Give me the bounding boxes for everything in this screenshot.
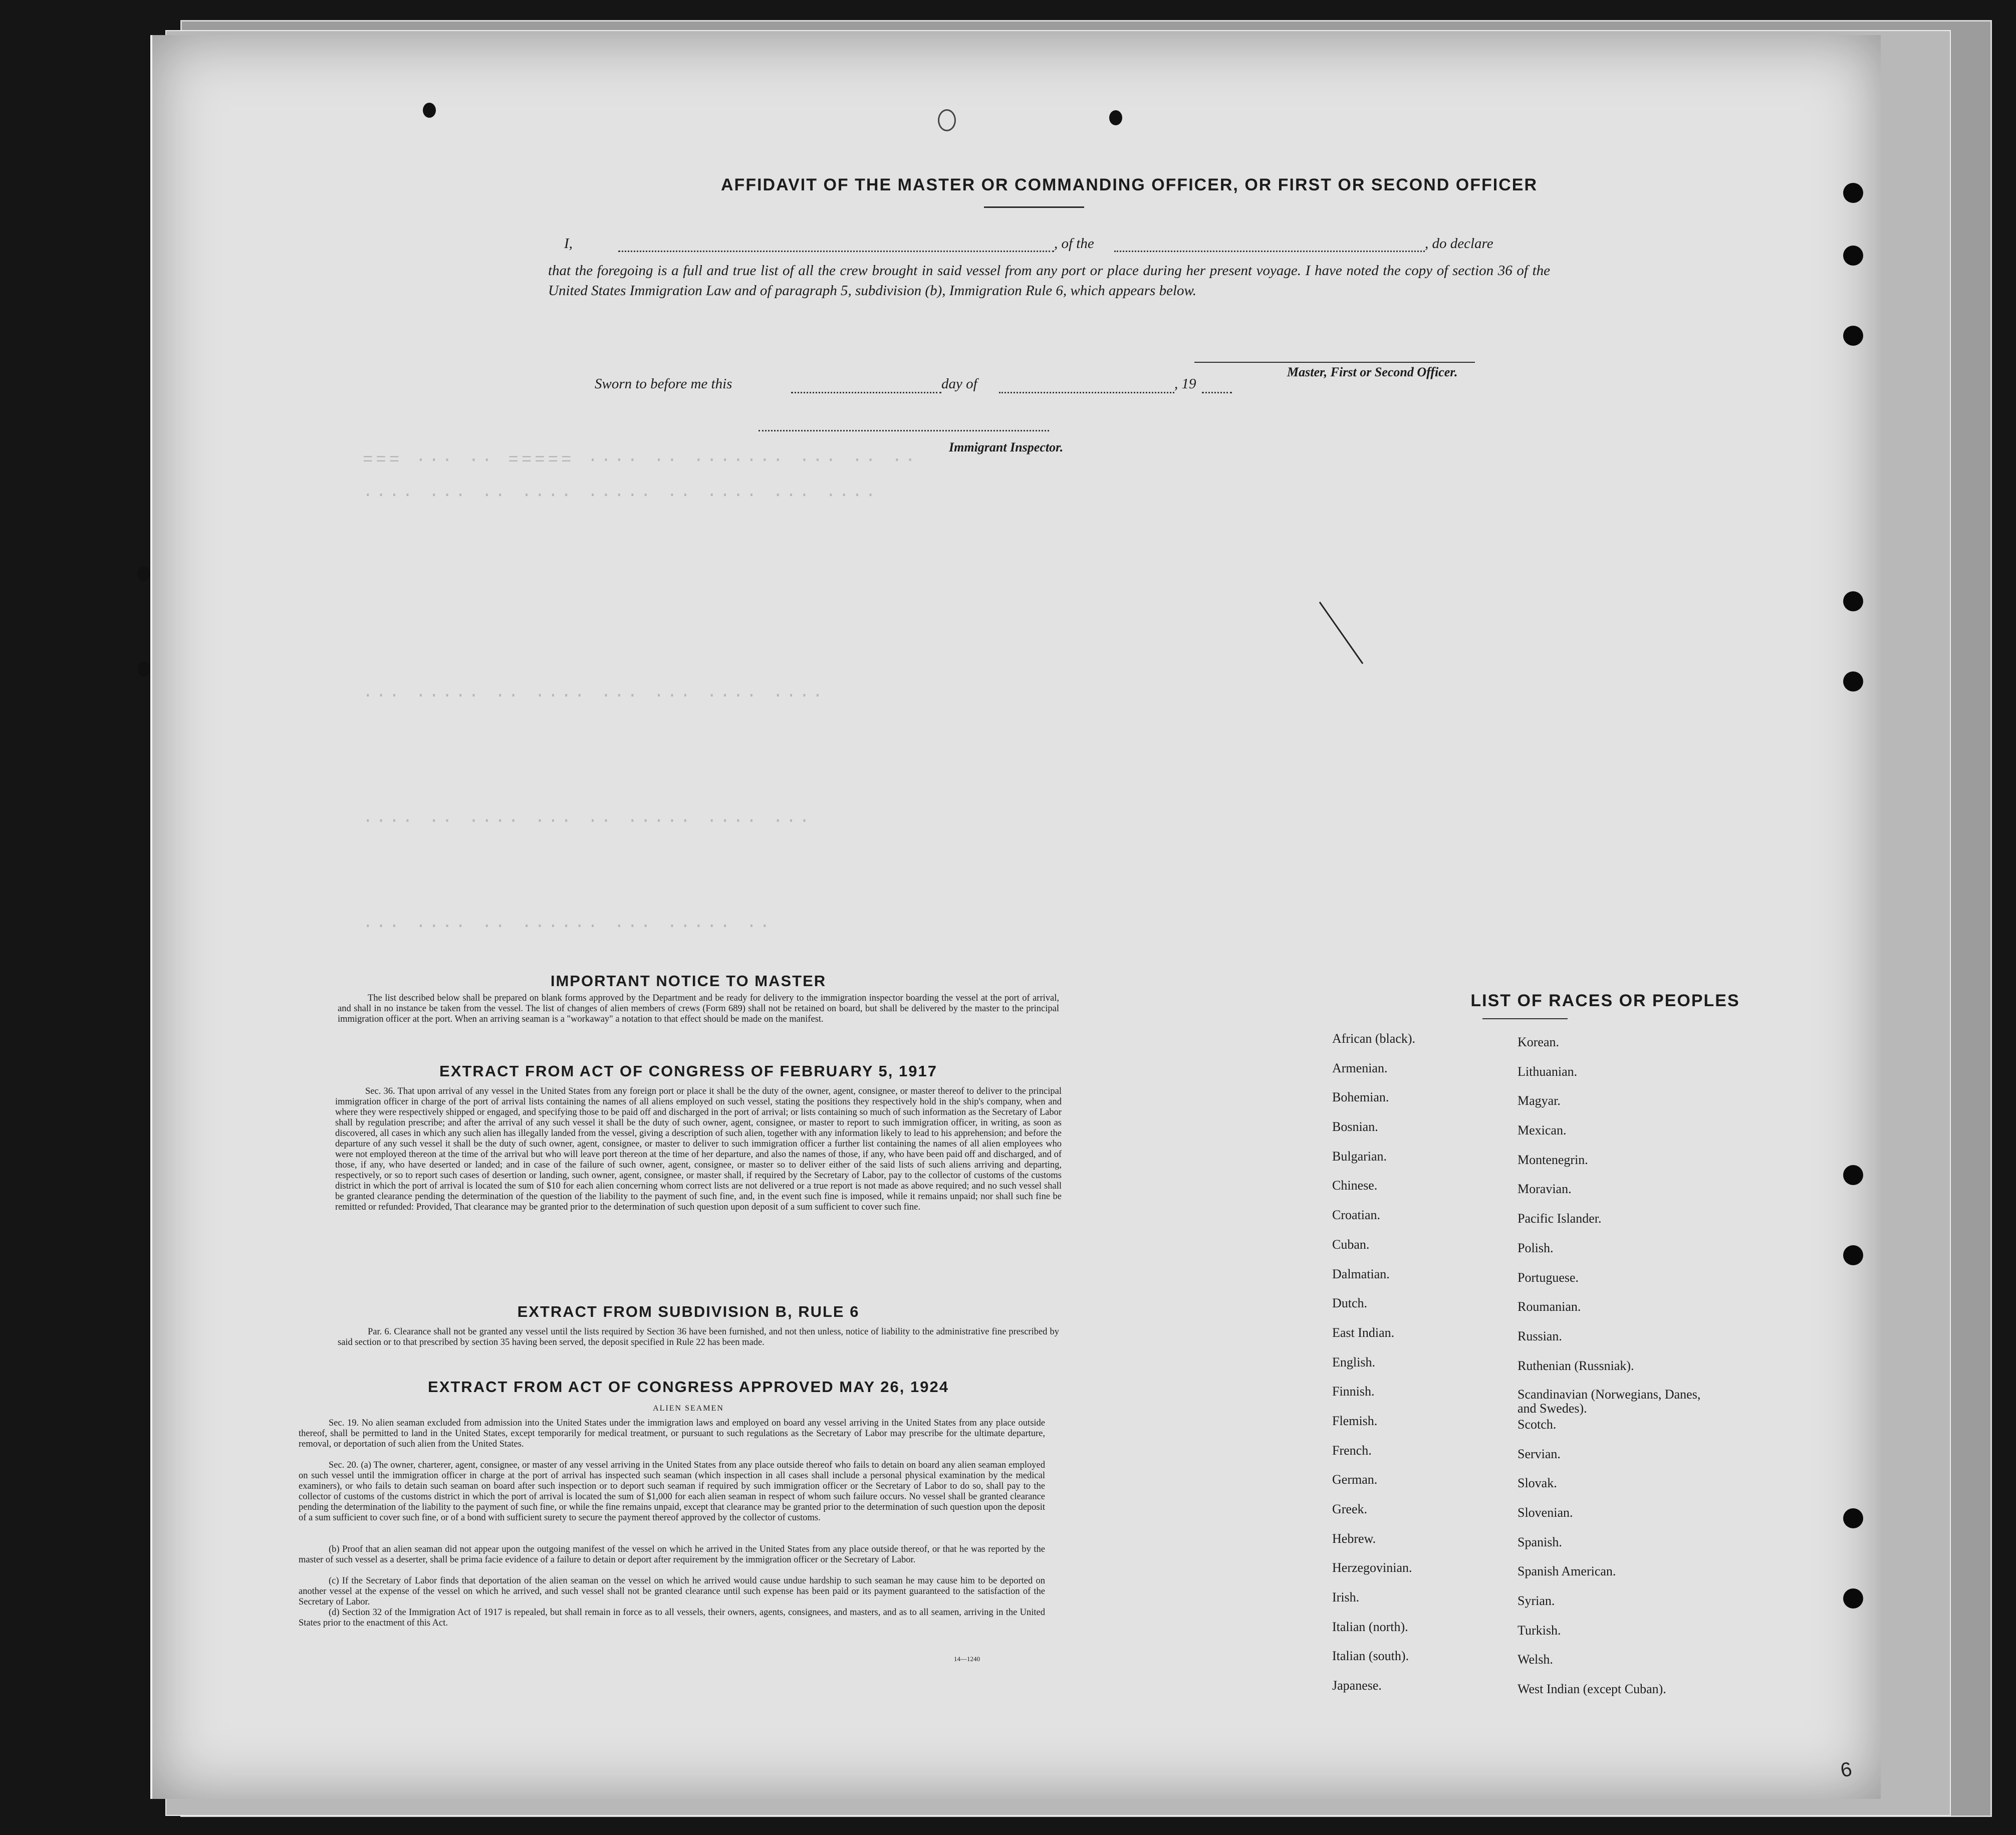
- extract-1924-sec19: Sec. 19. No alien seaman excluded from admission into the United States under the immigration laws and employed on board any vessel arriving in the United States from any place outside thereof, shall be permitted to land in the United States, except temporarily for medical treatment, or pursuant to such regulations as the Secretary of Labor may prescribe for the ultimate departure, removal, or deportation of such alien from the United States.: [299, 1418, 1045, 1449]
- affidavit-title: AFFIDAVIT OF THE MASTER OR COMMANDING OFFICER, OR FIRST OR SECOND OFFICER: [721, 175, 1538, 194]
- race-item: Irish.: [1332, 1590, 1360, 1605]
- notice-text: The list described below shall be prepared on blank forms approved by the Department and be ready for delivery to the immigration inspector boarding the vessel at the port of arrival, and shall in no instance be taken from the vessel. The list of changes of alien members of crews (Form 689) shall not be retained on board, but shall be delivered by the master to the principal immigration officer at the port. When an arriving seaman is a "workaway" a notation to that effect should be made on the manifest.: [338, 993, 1059, 1024]
- vessel-field-line: [1114, 251, 1425, 252]
- bleed-through-text: ··· ····· ·· ···· ··· ··· ···· ····: [363, 686, 826, 706]
- race-item: Herzegovinian.: [1332, 1560, 1412, 1575]
- day-of-label: day of: [941, 376, 977, 392]
- race-item: Spanish.: [1518, 1534, 1562, 1549]
- race-item: Italian (south).: [1332, 1649, 1409, 1664]
- bleed-through-text: === ··· ·· ===== ···· ·· ······· ··· ·· ··: [363, 451, 918, 470]
- race-item: Syrian.: [1518, 1593, 1555, 1609]
- inspector-label: Immigrant Inspector.: [949, 440, 1064, 454]
- punch-hole: [1843, 1165, 1863, 1185]
- punch-hole: [1843, 1245, 1863, 1265]
- race-item: Servian.: [1518, 1446, 1561, 1461]
- race-item: Hebrew.: [1332, 1531, 1376, 1546]
- master-signature-label: Master, First or Second Officer.: [1287, 365, 1458, 379]
- race-item: Montenegrin.: [1518, 1152, 1588, 1167]
- affidavit-of-the-label: , of the: [1054, 236, 1094, 252]
- year-line: [1202, 392, 1232, 393]
- punch-hole: [1109, 110, 1122, 125]
- race-item: Chinese.: [1332, 1178, 1378, 1193]
- form-page: [150, 35, 1881, 1799]
- title-underline: [984, 206, 1084, 208]
- race-item: Flemish.: [1332, 1413, 1378, 1428]
- race-item: Ruthenian (Russniak).: [1518, 1358, 1634, 1373]
- race-item: English.: [1332, 1354, 1375, 1369]
- race-item: Japanese.: [1332, 1678, 1382, 1693]
- race-item: Lithuanian.: [1518, 1064, 1578, 1079]
- extract-1924-sec20c: (c) If the Secretary of Labor finds that deportation of the alien seaman on the vessel on which he arrived would cause undue hardship to such seaman he may cause him to be deported on another vessel at the expense of the vessel on which he arrived, and such vessel shall not be granted clearance until such expense has been paid or its payment guaranteed to the satisfaction of the Secretary of Labor.: [299, 1576, 1045, 1607]
- extract-1924-subtitle: ALIEN SEAMEN: [653, 1404, 724, 1413]
- races-title-underline: [1482, 1018, 1568, 1019]
- races-list-left: [1332, 1031, 1415, 1708]
- pencil-mark: [1319, 602, 1363, 664]
- race-item: African (black).: [1332, 1031, 1416, 1046]
- race-item: Armenian.: [1332, 1060, 1388, 1075]
- name-field-line: [618, 251, 1054, 252]
- race-item: Bohemian.: [1332, 1090, 1389, 1105]
- race-item: Slovak.: [1518, 1476, 1557, 1491]
- race-item: Dalmatian.: [1332, 1266, 1390, 1281]
- races-list-right: [1518, 1035, 1708, 1711]
- extract-1924-sec20b: (b) Proof that an alien seaman did not appear upon the outgoing manifest of the vessel on which he arrived in the United States from any place outside thereof, or that he was reported by the master of such vessel as a deserter, shall be prima facie evidence of a failure to detain or deport after requirement by the immigration officer or the Secretary of Labor.: [299, 1544, 1045, 1565]
- extract-rule6-text: Par. 6. Clearance shall not be granted any vessel until the lists required by Section 36 have been furnished, and not then unless, notice of liability to the administrative fine prescribed by said section or to that prescribed by section 35 having been served, the deposit specified in Rule 22 has been made.: [338, 1327, 1059, 1347]
- race-item: West Indian (except Cuban).: [1518, 1682, 1666, 1697]
- race-item: East Indian.: [1332, 1325, 1395, 1340]
- punch-hole: [1843, 1588, 1863, 1609]
- race-item: Dutch.: [1332, 1296, 1368, 1311]
- punch-hole: [137, 566, 150, 581]
- race-item: Italian (north).: [1332, 1619, 1408, 1634]
- punch-hole: [1843, 591, 1863, 611]
- punch-hole: [1843, 246, 1863, 266]
- extract-1924-sec20d: (d) Section 32 of the Immigration Act of 1917 is repealed, but shall remain in force as to all vessels, their owners, agents, consignees, and masters, and as to all seamen, arriving in the United States prior to the enactment of this Act.: [299, 1608, 1045, 1628]
- punch-hole: [137, 661, 150, 676]
- affidavit-statement: that the foregoing is a full and true list of all the crew brought in said vessel from any port or place during her present voyage. I have noted the copy of section 36 of the United States Immigration Law and of paragraph 5, subdivision (b), Immigration Rule 6, which appears below.: [548, 263, 1550, 299]
- race-item: Mexican.: [1518, 1123, 1567, 1138]
- race-item: Scandinavian (Norwegians, Danes, and Swedes).: [1518, 1387, 1701, 1416]
- notice-title: IMPORTANT NOTICE TO MASTER: [550, 972, 827, 990]
- race-item: German.: [1332, 1472, 1378, 1487]
- inspector-signature-line: [759, 430, 1049, 431]
- punch-hole: [1843, 326, 1863, 346]
- race-item: Slovenian.: [1518, 1505, 1573, 1520]
- race-item: Scotch.: [1518, 1417, 1557, 1432]
- race-item: Polish.: [1518, 1240, 1554, 1255]
- handwritten-page-mark: 6: [1839, 1758, 1854, 1782]
- bleed-through-text: ···· ·· ···· ··· ·· ····· ···· ···: [363, 812, 813, 831]
- race-item: Greek.: [1332, 1502, 1368, 1516]
- race-item: Moravian.: [1518, 1182, 1572, 1197]
- form-number: 14—1240: [954, 1655, 980, 1663]
- extract-1924-title: EXTRACT FROM ACT OF CONGRESS APPROVED MAY 26, 1924: [428, 1378, 949, 1396]
- race-item: Turkish.: [1518, 1623, 1561, 1638]
- race-item: Croatian.: [1332, 1208, 1381, 1223]
- affidavit-declare-label: , do declare: [1425, 236, 1493, 252]
- extract-rule6-title: EXTRACT FROM SUBDIVISION B, RULE 6: [517, 1303, 860, 1320]
- master-signature-line: [1194, 362, 1475, 363]
- bleed-through-text: ···· ··· ·· ···· ····· ·· ···· ··· ····: [363, 486, 879, 505]
- race-item: Welsh.: [1518, 1652, 1553, 1667]
- bleed-through-text: ··· ···· ·· ······ ··· ····· ··: [363, 917, 773, 936]
- year-label: , 19: [1174, 376, 1196, 392]
- ring-mark: [938, 109, 956, 131]
- race-item: French.: [1332, 1443, 1372, 1458]
- race-item: Bosnian.: [1332, 1119, 1378, 1134]
- race-item: Magyar.: [1518, 1093, 1561, 1108]
- punch-hole: [1843, 1508, 1863, 1528]
- punch-hole: [1843, 183, 1863, 203]
- punch-hole: [423, 103, 436, 118]
- race-item: Bulgarian.: [1332, 1149, 1387, 1164]
- extract-1924-sec20a: Sec. 20. (a) The owner, charterer, agent, consignee, or master of any vessel arriving in the United States from any place outside thereof who fails to detain on board any alien seaman employed on such vessel until the immigration officer in charge at the port of arrival has inspected such seaman (which inspection in all cases shall include a personal physical examination by the medical examiners), or who fails to detain such seaman on board after such inspection or to deport such seaman if required by such immigration officer or the Secretary of Labor to do so, shall pay to the collector of customs of the customs district in which the port of arrival is located the sum of $1,000 for each alien seaman in respect of whom such failure occurs. No vessel shall be granted clearance pending the determination of the liability to the payment of such fine, or while the fine remains unpaid, except that clearance may be granted prior to the determination of such question upon the deposit of a sum sufficient to cover such fine, or of a bond with sufficient surety to secure the payment thereof approved by the collector of customs.: [299, 1460, 1045, 1523]
- race-item: Pacific Islander.: [1518, 1211, 1602, 1226]
- race-item: Russian.: [1518, 1328, 1562, 1343]
- sworn-day-line: [791, 392, 941, 393]
- race-item: Cuban.: [1332, 1237, 1370, 1252]
- race-item: Spanish American.: [1518, 1564, 1616, 1579]
- sworn-month-line: [999, 392, 1174, 393]
- extract-1917-text: Sec. 36. That upon arrival of any vessel in the United States from any foreign port or place it shall be the duty of the owner, agent, consignee, or master thereof to deliver to the principal immigration officer in charge of the port of arrival lists containing the names of all aliens employed on such vessel, stating the positions they respectively hold in the ship's company, when and where they were respectively shipped or engaged, and specifying those to be paid off and discharged in the port of arrival; or lists containing so much of such information as the Secretary of Labor shall by regulation prescribe; and after the arrival of any such vessel it shall be the duty of such owner, agent, consignee, or master to report to such immigration officer, in writing, as soon as discovered, all cases in which any such alien has illegally landed from the vessel, giving a description of such alien, together with any information likely to lead to his apprehension; and before the departure of any such vessel it shall be the duty of such owner, agent, consignee, or master to deliver to such immigration officer a further list containing the names of all alien employees who were not employed thereon at the time of the arrival but who will leave port thereon at the time of her departure, and also the names of those, if any, who have been paid off and discharged, and of those, if any, who have deserted or landed; and in case of the failure of such owner, agent, consignee, or master so to deliver either of the said lists of such aliens arriving and departing, respectively, or so to report such cases of desertion or landing, such owner, agent, consignee, or master shall, if required by the Secretary of Labor, pay to the collector of customs of the customs district in which the port of arrival is located the sum of $10 for each alien concerning whom correct lists are not delivered or a true report is not made as above required; and no such vessel shall be granted clearance pending the determination of the question of the liability to the payment of such fine, and, in the event such fine is imposed, while it remains unpaid; nor shall such fine be remitted or refunded: Provided, That clearance may be granted prior to the determination of such question upon deposit of a sum sufficient to cover such fine.: [335, 1086, 1062, 1212]
- race-item: Portuguese.: [1518, 1270, 1579, 1285]
- punch-hole: [1843, 671, 1863, 692]
- affidavit-i-label: I,: [564, 236, 573, 252]
- races-title: LIST OF RACES OR PEOPLES: [1470, 991, 1740, 1010]
- race-item: Korean.: [1518, 1035, 1560, 1049]
- race-item: Finnish.: [1332, 1384, 1375, 1399]
- race-item: Roumanian.: [1518, 1299, 1581, 1314]
- extract-1917-title: EXTRACT FROM ACT OF CONGRESS OF FEBRUARY 5, 1917: [439, 1062, 937, 1080]
- sworn-label: Sworn to before me this: [595, 376, 732, 392]
